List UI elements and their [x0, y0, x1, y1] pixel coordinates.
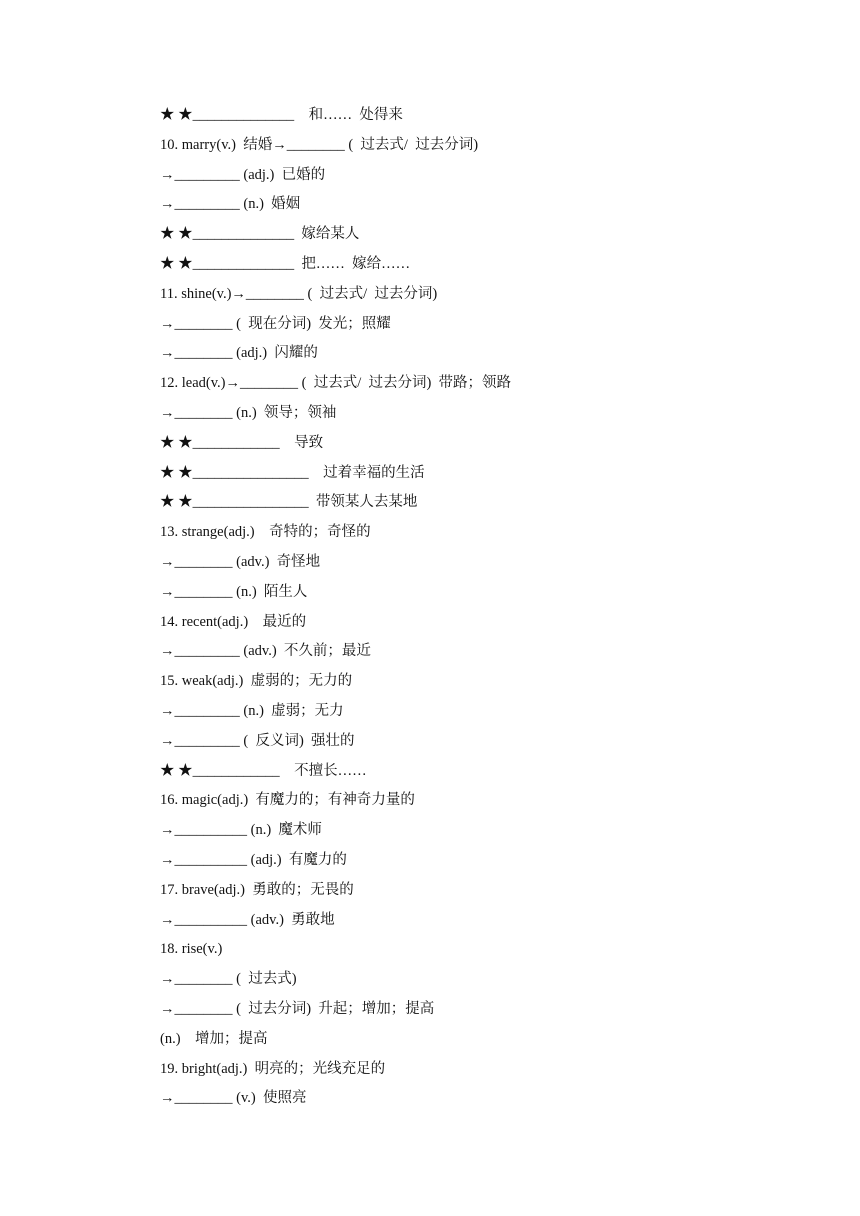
text-line: ★ ★______________ 和…… 处得来 — [160, 107, 403, 123]
text-line: 12. lead(v.)→________ ( 过去式/ 过去分词) 带路；领路 — [160, 375, 512, 392]
text-line: →_________ (adv.) 不久前；最近 — [160, 643, 371, 660]
text-line: →________ ( 过去分词) 升起；增加；提高 — [160, 1000, 435, 1017]
text-line: (n.) 增加；提高 — [160, 1030, 268, 1047]
text-line: ★ ★____________ 导致 — [160, 434, 324, 451]
text-line: 10. marry(v.) 结婚→________ ( 过去式/ 过去分词) — [160, 136, 479, 153]
text-line: →_________ ( 反义词) 强壮的 — [160, 732, 355, 749]
text-line: →________ (n.) 领导；领袖 — [160, 404, 337, 421]
vocabulary-list — [160, 104, 511, 1117]
text-line: →_________ (adj.) 已婚的 — [160, 166, 326, 183]
text-line: →________ ( 现在分词) 发光；照耀 — [160, 315, 391, 332]
text-line: 19. bright(adj.) 明亮的；光线充足的 — [160, 1060, 386, 1077]
text-line: 17. brave(adj.) 勇敢的；无畏的 — [160, 881, 354, 898]
text-line: →__________ (adj.) 有魔力的 — [160, 851, 347, 868]
text-line: 13. strange(adj.) 奇特的；奇怪的 — [160, 524, 371, 541]
text-line: 11. shine(v.)→________ ( 过去式/ 过去分词) — [160, 285, 438, 302]
text-line: ★ ★______________ 把…… 嫁给…… — [160, 255, 411, 272]
text-line: →________ (v.) 使照亮 — [160, 1090, 307, 1107]
text-line: →________ ( 过去式) — [160, 971, 297, 988]
text-line: 16. magic(adj.) 有魔力的；有神奇力量的 — [160, 792, 415, 809]
text-line: 15. weak(adj.) 虚弱的；无力的 — [160, 673, 353, 690]
text-line: →__________ (adv.) 勇敢地 — [160, 911, 335, 928]
text-line: →__________ (n.) 魔术师 — [160, 822, 322, 839]
text-line: →_________ (n.) 婚姻 — [160, 196, 301, 213]
text-line: ★ ★____________ 不擅长…… — [160, 762, 367, 779]
text-line: →_________ (n.) 虚弱；无力 — [160, 702, 344, 719]
text-line: →________ (adj.) 闪耀的 — [160, 345, 318, 362]
text-line: ★ ★______________ 嫁给某人 — [160, 226, 360, 243]
text-line: →________ (adv.) 奇怪地 — [160, 553, 321, 570]
text-line: ★ ★________________ 过着幸福的生活 — [160, 464, 425, 481]
text-line: 14. recent(adj.) 最近的 — [160, 613, 307, 630]
text-line: →________ (n.) 陌生人 — [160, 583, 308, 600]
text-line: 18. rise(v.) — [160, 941, 223, 958]
text-line: ★ ★________________ 带领某人去某地 — [160, 494, 418, 511]
